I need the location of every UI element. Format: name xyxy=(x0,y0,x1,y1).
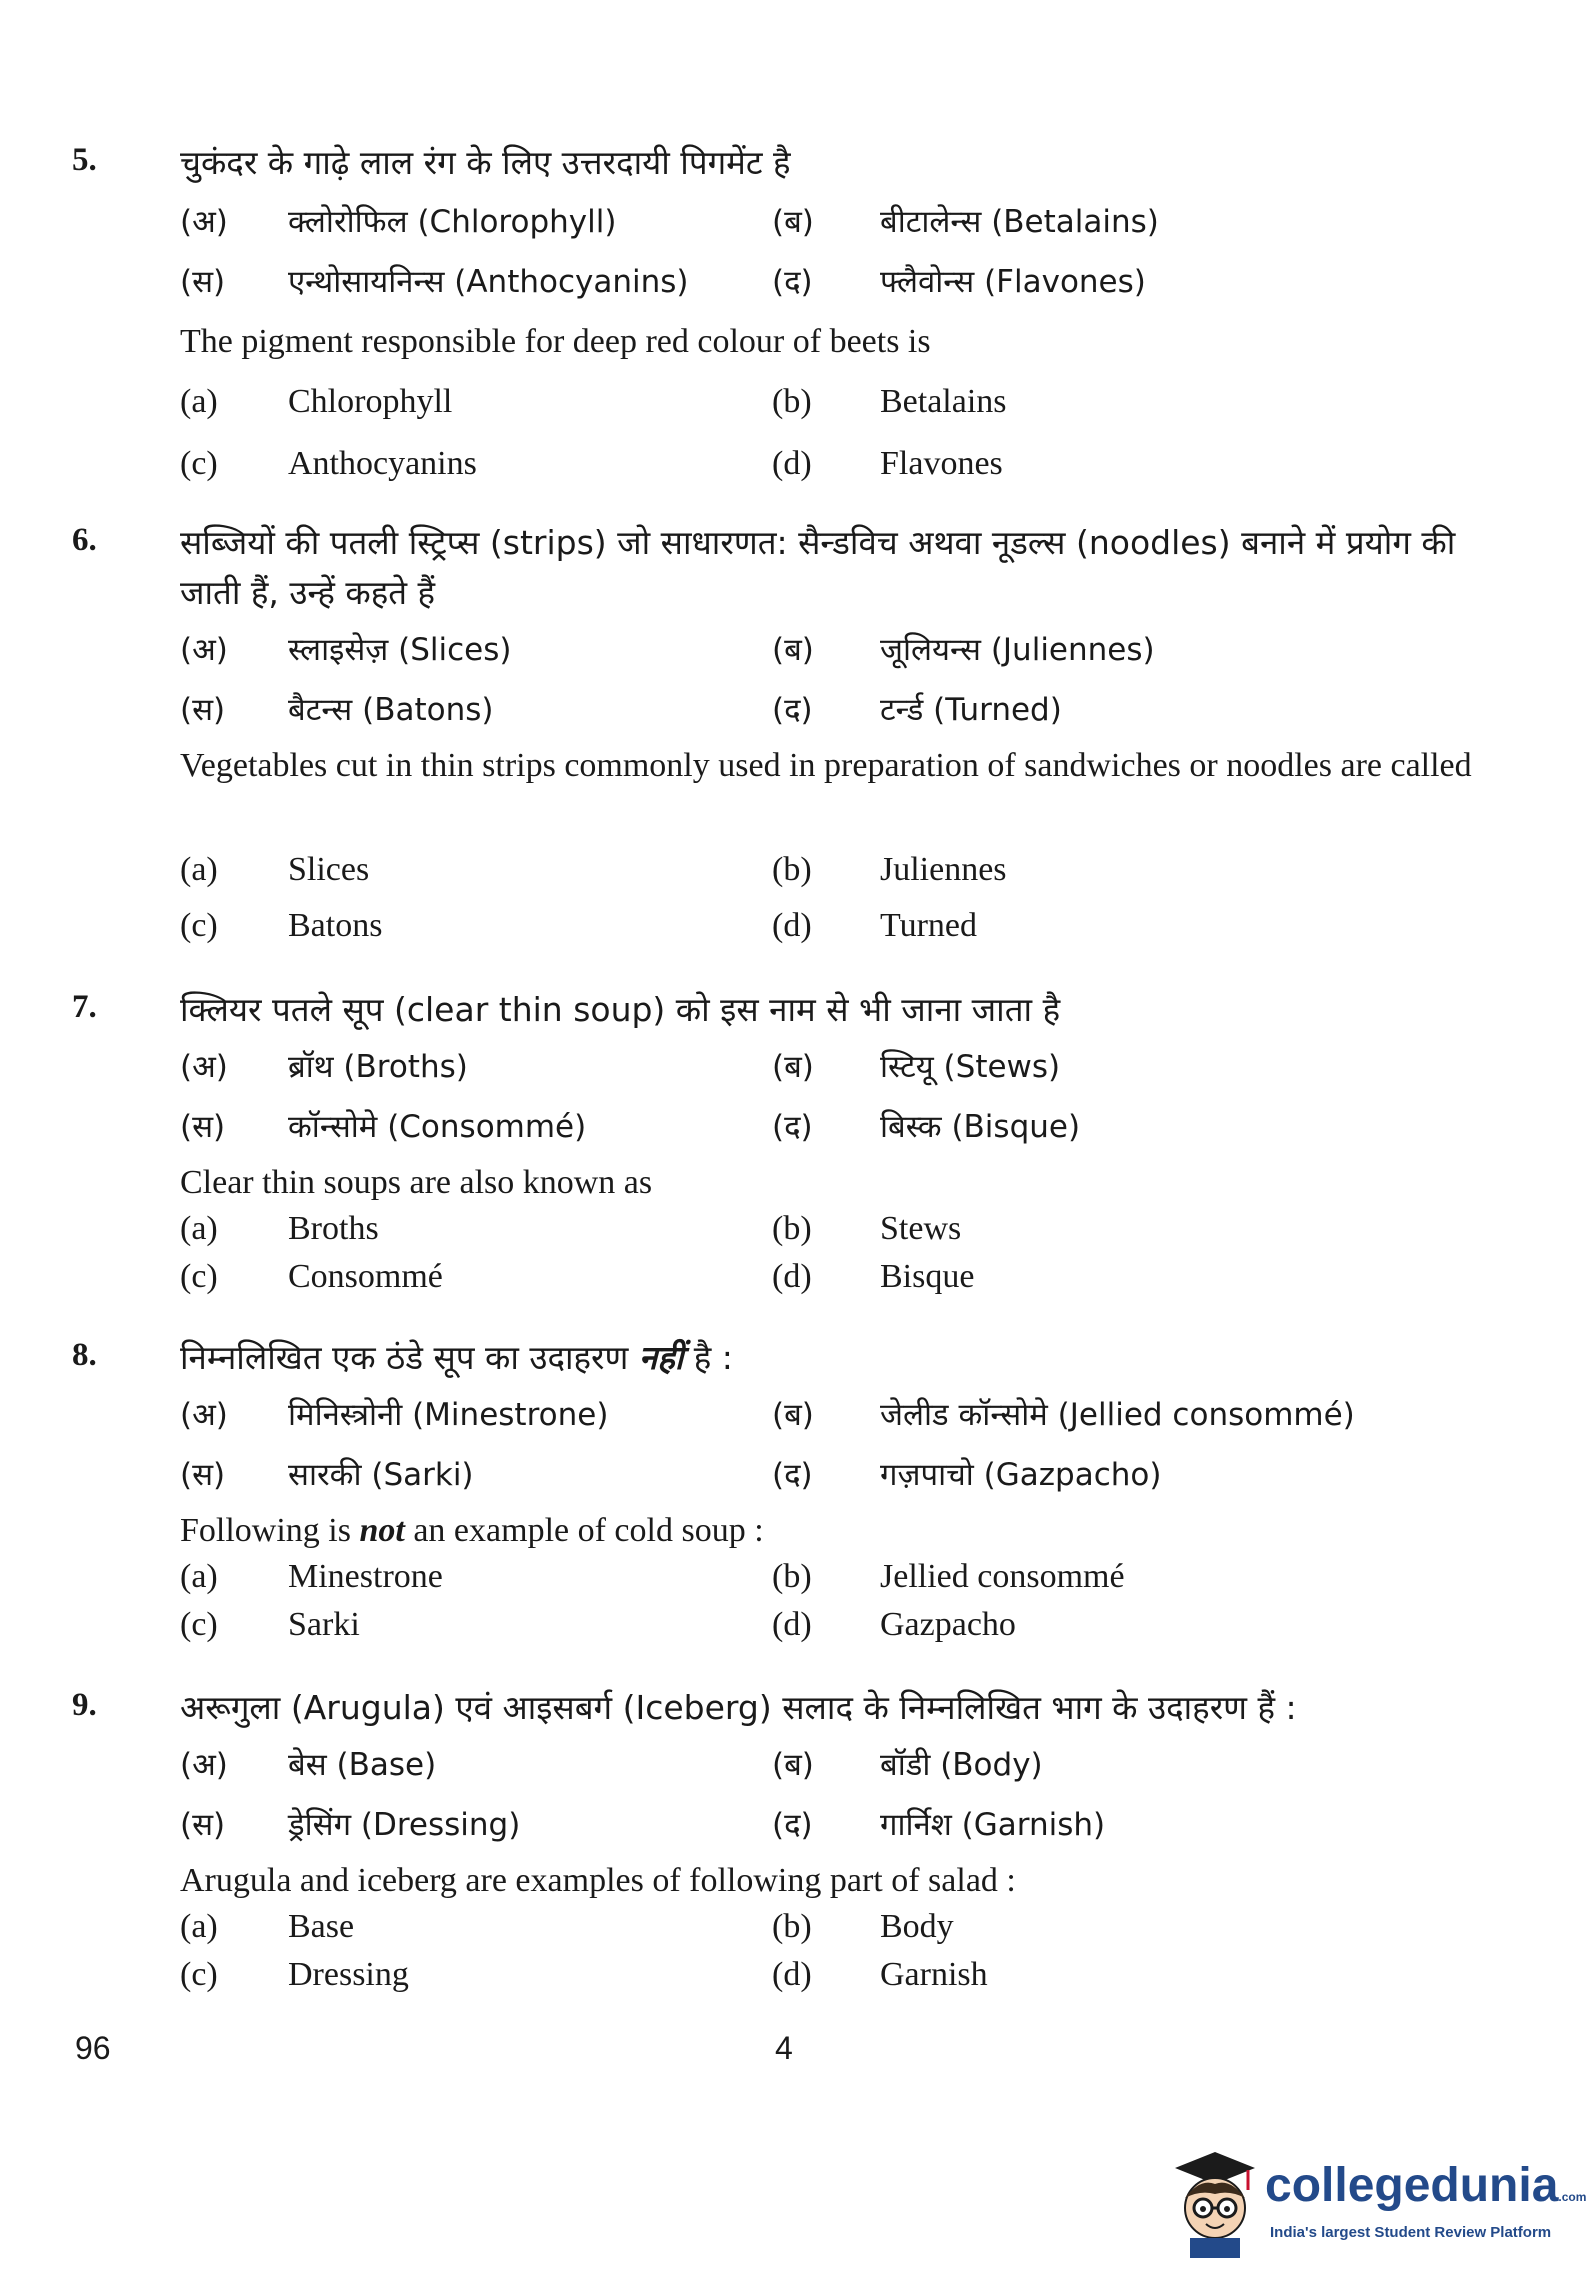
question-text-hindi: सब्जियों की पतली स्ट्रिप्स (strips) जो साधारणत: सैन्डविच अथवा नूडल्स (noodles) बनाने में प्रयोग की जाती हैं, उन्हें कहते हैं xyxy=(180,523,1456,612)
logo-tagline: India's largest Student Review Platform xyxy=(1270,2224,1552,2241)
question-number: 5. xyxy=(72,142,97,178)
emphasis-not-hindi: नहीं xyxy=(638,1338,684,1377)
question-text-english: Vegetables cut in thin strips commonly used in preparation of sandwiches or noodles are called xyxy=(180,747,1472,784)
question-number: 9. xyxy=(72,1687,97,1723)
collegedunia-logo[interactable] xyxy=(1160,2140,1586,2260)
question-number: 6. xyxy=(72,522,97,558)
question-text-hindi: निम्नलिखित एक ठंडे सूप का उदाहरण नहीं है : xyxy=(180,1338,733,1377)
mascot-icon xyxy=(1160,2140,1260,2260)
question-text-english: Clear thin soups are also known as xyxy=(180,1164,653,1201)
question-text-english: Following is not an example of cold soup : xyxy=(180,1512,764,1549)
question-text-hindi: अरूगुला (Arugula) एवं आइसबर्ग (Iceberg) सलाद के निम्नलिखित भाग के उदाहरण हैं : xyxy=(180,1688,1297,1727)
page-number: 4 xyxy=(775,2030,793,2066)
question-text-english: The pigment responsible for deep red colour of beets is xyxy=(180,323,931,360)
question-number: 8. xyxy=(72,1337,97,1373)
logo-wordmark: collegedunia.com xyxy=(1265,2159,1586,2212)
question-text-hindi: चुकंदर के गाढ़े लाल रंग के लिए उत्तरदायी पिगमेंट है xyxy=(180,143,791,182)
question-text-hindi: क्लियर पतले सूप (clear thin soup) को इस नाम से भी जाना जाता है xyxy=(180,990,1061,1029)
emphasis-not-english: not xyxy=(359,1512,405,1549)
exam-page: 5. चुकंदर के गाढ़े लाल रंग के लिए उत्तरदायी पिगमेंट है (अ) क्लोरोफिल (Chlorophyll) (ब) बीटालेन्स (Betalains) (स) एन्थोसायनिन्स (Anthocyanins) (द) फ्लैवोन्स (Flavones) The pigment responsible for deep red colour of beets is (a) Chlorophyll (b) Betalains (c) Anthocyanins (d) Flavones 6. सब्जियों की पतली स्ट्रिप्स (strips) जो साधारणत: सैन्डविच अथवा नूडल्स (noodles) बनाने में प्रयोग की जाती हैं, उन्हें कहते हैं (अ) स्लाइसेज़ (Slices) (ब) जूलियन्स (Juliennes) (स) बैटन्स (Batons) (द) टर्न्ड (Turned) Vegetables cut in thin strips commonly used in preparation of sandwiches or noodles are called (a) Slices (b) Juliennes (c) Batons (d) Turned 7. क्लियर पतले सूप (clear thin soup) को इस नाम से भी जाना जाता है (अ) ब्रॉथ (Broths) (ब) स्टियू (Stews) (स) कॉन्सोमे (Consommé) (द) बिस्क (Bisque) Clear thin soups are also known as (a) Broths (b) Stews (c) Consommé (d) Bisque 8. निम्नलिखित एक ठंडे सूप का उदाहरण नहीं है : (अ) मिनिस्त्रोनी (Minestrone) (ब) जेलीड कॉन्सोमे (Jellied consommé) (स) सारकी (Sarki) (द) गज़पाचो (Gazpacho) Following is not an example of cold soup : (a) Minestrone (b) Jellied consommé (c) Sarki (d) Gazpacho 9. अरूगुला (Arugula) एवं आइसबर्ग (Iceberg) सलाद के निम्नलिखित भाग के उदाहरण हैं : (अ) बेस (Base) (ब) बॉडी (Body) (स) ड्रेसिंग (Dressing) (द) गार्निश (Garnish) Arugula and iceberg are examples of following part of salad : (a) Base (b) Body (c) Dressing (d) Garnish 96 4 collegedunia.com India's largest Student Review Platform xyxy=(0,0,1571,2281)
question-text-english: Arugula and iceberg are examples of following part of salad : xyxy=(180,1862,1016,1899)
paper-code: 96 xyxy=(75,2030,111,2066)
question-number: 7. xyxy=(72,989,97,1025)
